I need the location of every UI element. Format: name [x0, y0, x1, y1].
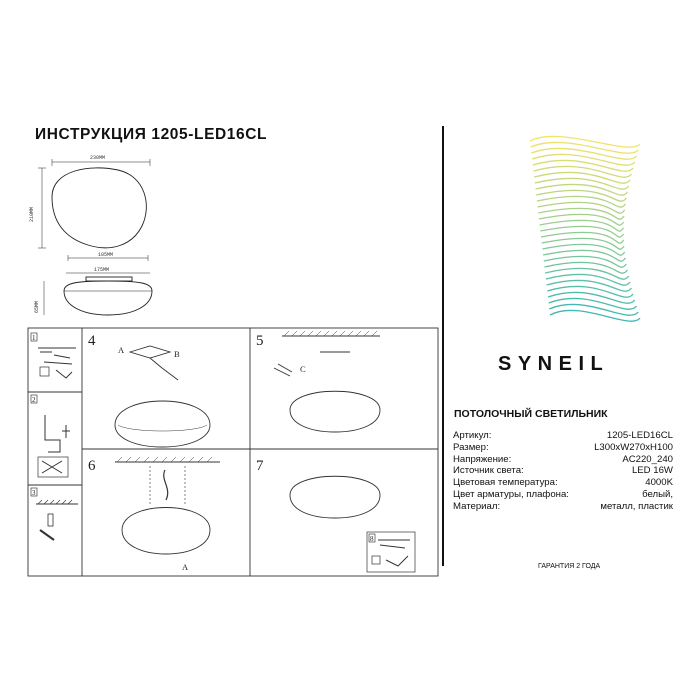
product-subtitle: ПОТОЛОЧНЫЙ СВЕТИЛЬНИК [454, 408, 608, 420]
logo-stroke [534, 172, 630, 183]
logo-stroke [550, 310, 640, 321]
step-8-number: 8 [370, 535, 374, 543]
logo-stroke [532, 154, 635, 165]
step-2-number: 2 [32, 396, 36, 404]
logo-stroke [548, 292, 635, 303]
step-4-label-a: A [118, 345, 125, 355]
spec-label: Цвет арматуры, плафона: [453, 488, 569, 500]
spec-label: Материал: [453, 500, 501, 512]
spec-label: Артикул: [453, 430, 492, 441]
step-6-number: 6 [88, 458, 96, 474]
spec-label: Источник света: [453, 465, 524, 477]
step-4-label-b: B [174, 349, 180, 359]
panel-step-6 [88, 457, 220, 572]
panel-step-7 [256, 458, 415, 572]
spec-label: Напряжение: [453, 453, 512, 465]
panel-step-1 [31, 333, 76, 378]
panel-step-8 [367, 532, 415, 572]
logo-stroke [547, 280, 632, 291]
spec-value: LED 16W [631, 465, 673, 477]
logo-stroke [536, 184, 628, 195]
warranty-note: ГАРАНТИЯ 2 ГОДА [538, 563, 601, 570]
page-title: ИНСТРУКЦИЯ 1205-LED16CL [35, 126, 268, 143]
logo-stroke [549, 298, 637, 309]
spec-value: AC220_240 [622, 453, 673, 465]
spec-row [453, 442, 673, 454]
panel-step-4 [88, 333, 210, 447]
dimension-depth: 210MM [29, 206, 35, 222]
dimension-bottom: 175MM [94, 267, 110, 273]
step-6-label-a: A [182, 562, 189, 572]
logo-stroke [546, 274, 630, 285]
spec-label: Размер: [453, 441, 489, 453]
spec-row [453, 465, 673, 477]
step-1-number: 1 [32, 334, 36, 342]
vertical-divider [442, 126, 444, 566]
dimension-top: 105MM [98, 252, 114, 258]
step-5-label-c: C [300, 364, 306, 374]
spec-value: металл, пластик [600, 500, 673, 512]
logo-stroke [535, 178, 629, 189]
brand-name: SYNEIL [498, 353, 610, 375]
logo-stroke [547, 286, 633, 297]
logo-stroke [531, 148, 636, 159]
dimension-height: 65MM [34, 300, 40, 313]
spec-row [453, 477, 673, 489]
spec-row [453, 430, 673, 442]
spec-row [453, 501, 673, 513]
steps-grid [28, 328, 438, 576]
spec-table [453, 430, 673, 513]
step-7-number: 7 [256, 458, 264, 474]
logo-stroke [533, 166, 631, 177]
top-view-drawing [38, 159, 150, 248]
spec-label: Цветовая температура: [453, 477, 558, 489]
spec-row [453, 454, 673, 466]
brand-logo-icon [520, 133, 660, 333]
panel-step-3 [31, 488, 78, 540]
panel-step-5 [256, 331, 380, 432]
spec-value: 1205-LED16CL [606, 430, 673, 441]
logo-stroke [533, 160, 633, 171]
step-4-number: 4 [88, 333, 96, 349]
spec-value: 4000K [645, 477, 673, 489]
spec-row [453, 489, 673, 501]
step-5-number: 5 [256, 333, 264, 349]
dimension-width: 230MM [90, 155, 106, 161]
panel-step-2 [31, 395, 70, 477]
spec-value: белый, [642, 488, 673, 500]
spec-value: L300xW270xH100 [594, 441, 673, 453]
side-view-drawing [44, 255, 152, 315]
step-3-number: 3 [32, 489, 36, 497]
